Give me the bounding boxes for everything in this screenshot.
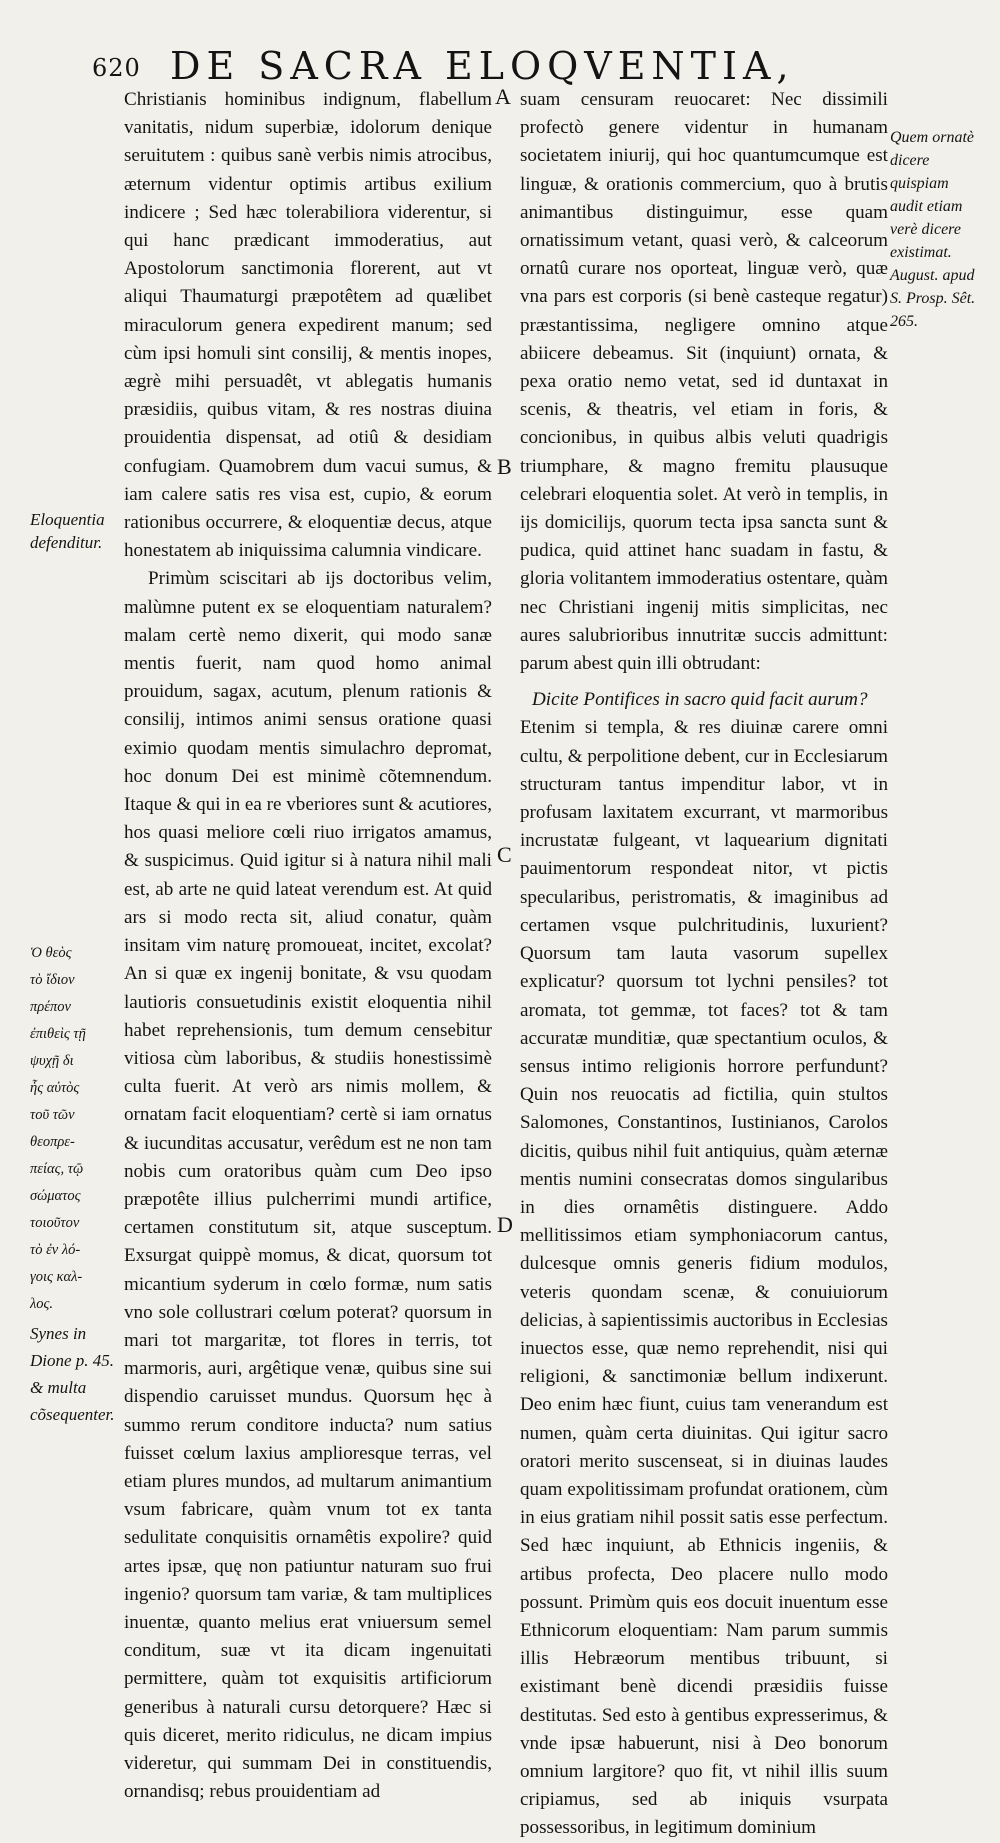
greek-line: γοις καλ- <box>30 1269 83 1285</box>
verse-quotation: Dicite Pontifices in sacro quid facit aurum? <box>532 689 868 711</box>
greek-line: θεοπρε- <box>30 1134 75 1150</box>
right-margin-note: Quem ornatè dicere quispiam audit etiam verè dicere existimat. August. apud S. Prosp. Sêt. 265. <box>890 129 976 330</box>
greek-line: πρέπον <box>30 999 71 1015</box>
left-paragraph-2: Primùm sciscitari ab ijs doctoribus velim, malùmne putent ex se eloquentiam naturalem? malam certè nemo dixerit, qui modo sanæ mentis fuerit, nam quod homo animal prouidum, sagax, acutum, plenum rationis & consilij, intimos animi sensus oratione quasi eximio quodam mentis simulachro depromat, hoc donum Dei est minimè cõtemnendum. Itaque & qui in ea re vberiores sunt & acutiores, hos quasi meliore cœli riuo irrigatos amamus, & suspicimus. Quid igitur si à natura nihil mali est, ab arte ne quid lateat verendum est. At quid ars si modo recta sit, aliud conatur, quàm insitam vim naturę promoueat, incitet, excolat? An si quæ ex ingenij bonitate, & vsu quodam lautioris consuetudinis existit eloquentia nihil habet reprehensionis, tum demum censebitur vitiosa cùm laboribus, & studiis honestissimè culta fuerit. At verò ars nimis mollem, & ornatam facit eloquentiam? certè si iam ornatus & iucunditas accusatur, verêdum est ne non tam nobis cum oratoribus quàm cum Deo ipso præpotête illius pulcherrimi mundi artifice, certamen constitutum sit, atque susceptum. Exsurgat quippè momus, & dicat, quorsum tot micantium syderum in cœlo formæ, num satis vno sole collustrari cœlum poterat? quorsum in mari tot margaritæ, tot flores in terris, tot marmoris, auri, argêtique venæ, quibus sine sui dispendio caruisset mundus. Quorsum hęc à summo rerum conditore inducta? num satius fuisset cœlum laxius amplioresque terras, vel etiam plures mundos, ad multarum animantium vsum fabricare, quàm vnum tot ex tanta sedulitate conquisitis ornamêtis expolire? quid artes ipsæ, quę non patiuntur naturam suo frui ingenio? quorsum tam variæ, & tam multiplices inuentæ, quanto melius erat vniuersum semel conditum, suæ vt ita dicam ingenuitati permittere, quàm tot exquisitis artificiorum generibus à naturali cursu detorquere? Hæc si quis diceret, merito ridiculus, ne dicam impius videretur, qui summam Dei in constituendis, ornandisq; rebus prouidentiam ad <box>124 568 492 1803</box>
right-paragraph-1: suam censuram reuocaret: Nec dissimili profectò genere videntur in humanam societatem iniurij, qui hoc quantumcumque est linguæ, & orationis commercium, quo à brutis animantibus distinguimur, esse quam ornatissimum vetant, quasi verò, & calceorum ornatû curare nos oporteat, linguæ verò, quæ vna pars est corporis (si benè casteque regatur) præstantissima, negligere omnino atque abiicere debeamus. Sit (inquiunt) ornata, & pexa oratio nemo vetat, sed id duntaxat in scenis, & theatris, vel etiam in foris, & concionibus, in quibus albis veluti quadrigis triumphare, & magno fremitu plausuque celebrari eloquentia solet. At verò in templis, in ijs domicilijs, quorum tecta ipsa sancta sunt & pudica, quid attinet hanc suadam in fastu, & gloria volitantem immoderatius ostentare, quàm nec Christiani ingenij mitis simplicitas, nec aures salubrioribus innutritæ succis admittunt: parum abest quin illi obtrudant: <box>520 89 888 675</box>
greek-line: λος. <box>30 1296 54 1312</box>
greek-line: τοιοῦτον <box>30 1215 80 1231</box>
left-margin-note: Eloquentia defenditur. <box>30 510 105 552</box>
greek-line: τὸ ἴδιον <box>30 972 75 988</box>
greek-line: ἐπιθεὶς τῇ <box>30 1026 86 1042</box>
greek-margin-note <box>30 940 122 1428</box>
greek-line: σώματος <box>30 1188 81 1204</box>
section-marker-c: C <box>497 842 512 867</box>
greek-line: τὸ ἐν λό- <box>30 1242 81 1258</box>
right-paragraph-2: Etenim si templa, & res diuinæ carere omni cultu, & perpolitione debent, cur in Ecclesiarum structuram tantus impenditur labor, vt in profusam laxitatem excurrant, vt marmoribus incrustatæ fulgeant, vt laquearium dignitati pauimentorum respondeat nitor, vt pictis specularibus, peristromatis, & imaginibus ad certamen vsque pulchritudinis, luxurient? Quorsum tam lauta vasorum supellex explicatur? quorsum tot lychni pensiles? tot aromata, tot gemmæ, tot faces? tot & tam accuratæ munditiæ, quæ spectantium oculos, & sensus intimo religionis horrore perfundunt? Quin nos reuocatis ad fictilia, quin stultos Salomones, Constantinos, Iustinianos, Carolos dicitis, quibus nihil fuit antiquius, quàm æternæ mentis numini consecratas domos singularibus in dies ornamêtis distinguere. Addo mellitissimos etiam symphoniacorum cantus, dulcesque omnis generis fidium modulos, veteris quondam scenæ, & conuiuiorum delicias, à sapientissimis auctoribus in Ecclesias inuectos esse, quæ nemo reprehendit, nisi qui religioni, & sanctimoniæ bellum indixerunt. Deo enim hæc fiunt, cuius tam venerandum est numen, quàm certa diuinitas. Qui igitur sacro oratori merito suscenseat, si in diuinas laudes quam expolitissimam profundat orationem, cùm in eius gratiam nihil possit satis esse perfectum. Sed hæc inquiunt, ab Ethnicis ingeniis, & artibus profecta, Deo placere nullo modo possunt. Primùm quis eos docuit inuentum esse Ethnicorum eloquentiam: Nam parum summis illis Hebræorum mentibus tribuunt, si existimant benè dicendi præsidiis fuisse destitutas. Sed esto à gentibus expresserimus, & vnde ipsæ habuerunt, nisi à Deo bonorum omnium largitore? quo fit, vt nihil illis suum cripiamus, sed ab iniquis vsurpata possessoribus, in legitimum dominium <box>520 717 888 1839</box>
section-marker-d: D <box>497 1212 513 1237</box>
right-text-column <box>520 86 888 1843</box>
page-number: 620 <box>92 54 141 82</box>
greek-line: πείας, τῷ <box>30 1161 84 1177</box>
greek-line: ἧς αὐτὸς <box>30 1080 80 1096</box>
left-paragraph-1: Christianis hominibus indignum, flabellum vanitatis, nidum superbiæ, idolorum denique seruitutem : quibus sanè verbis nimis atrocibus, æternum videntur optimis artibus exilium indicere ; Sed hæc tolerabiliora viderentur, si qui hanc prædicant immoderatius, aut Apostolorum sanctimonia florerent, aut vt aliqui Thaumaturgi præpotêtem ad quælibet miraculorum genera expedirent manum; sed cùm ipsi homuli sint consilij, & mentis inopes, ægrè mihi persuadêt, vt ablegatis humanis præsidiis, quibus vitam, & res nostras diuina prouidentia dispensat, ad otiû & desidiam confugiam. Quamobrem dum vacui sumus, & iam calere satis res visa est, cupio, & eorum rationibus occurrere, & eloquentiæ decus, atque honestatem ab iniquissima calumnia vindicare. <box>124 89 492 562</box>
citation-note: Synes in Dione p. 45. & multa cõsequenter. <box>30 1324 115 1424</box>
section-marker-b: B <box>497 454 512 479</box>
section-marker-a: A <box>495 84 511 109</box>
greek-line: ψυχῇ δι <box>30 1053 74 1069</box>
greek-line: Ὁ θεὸς <box>30 945 72 961</box>
left-text-column <box>124 86 492 1806</box>
greek-line: τοῦ τῶν <box>30 1107 75 1123</box>
running-title: DE SACRA ELOQVENTIA, <box>170 44 795 88</box>
